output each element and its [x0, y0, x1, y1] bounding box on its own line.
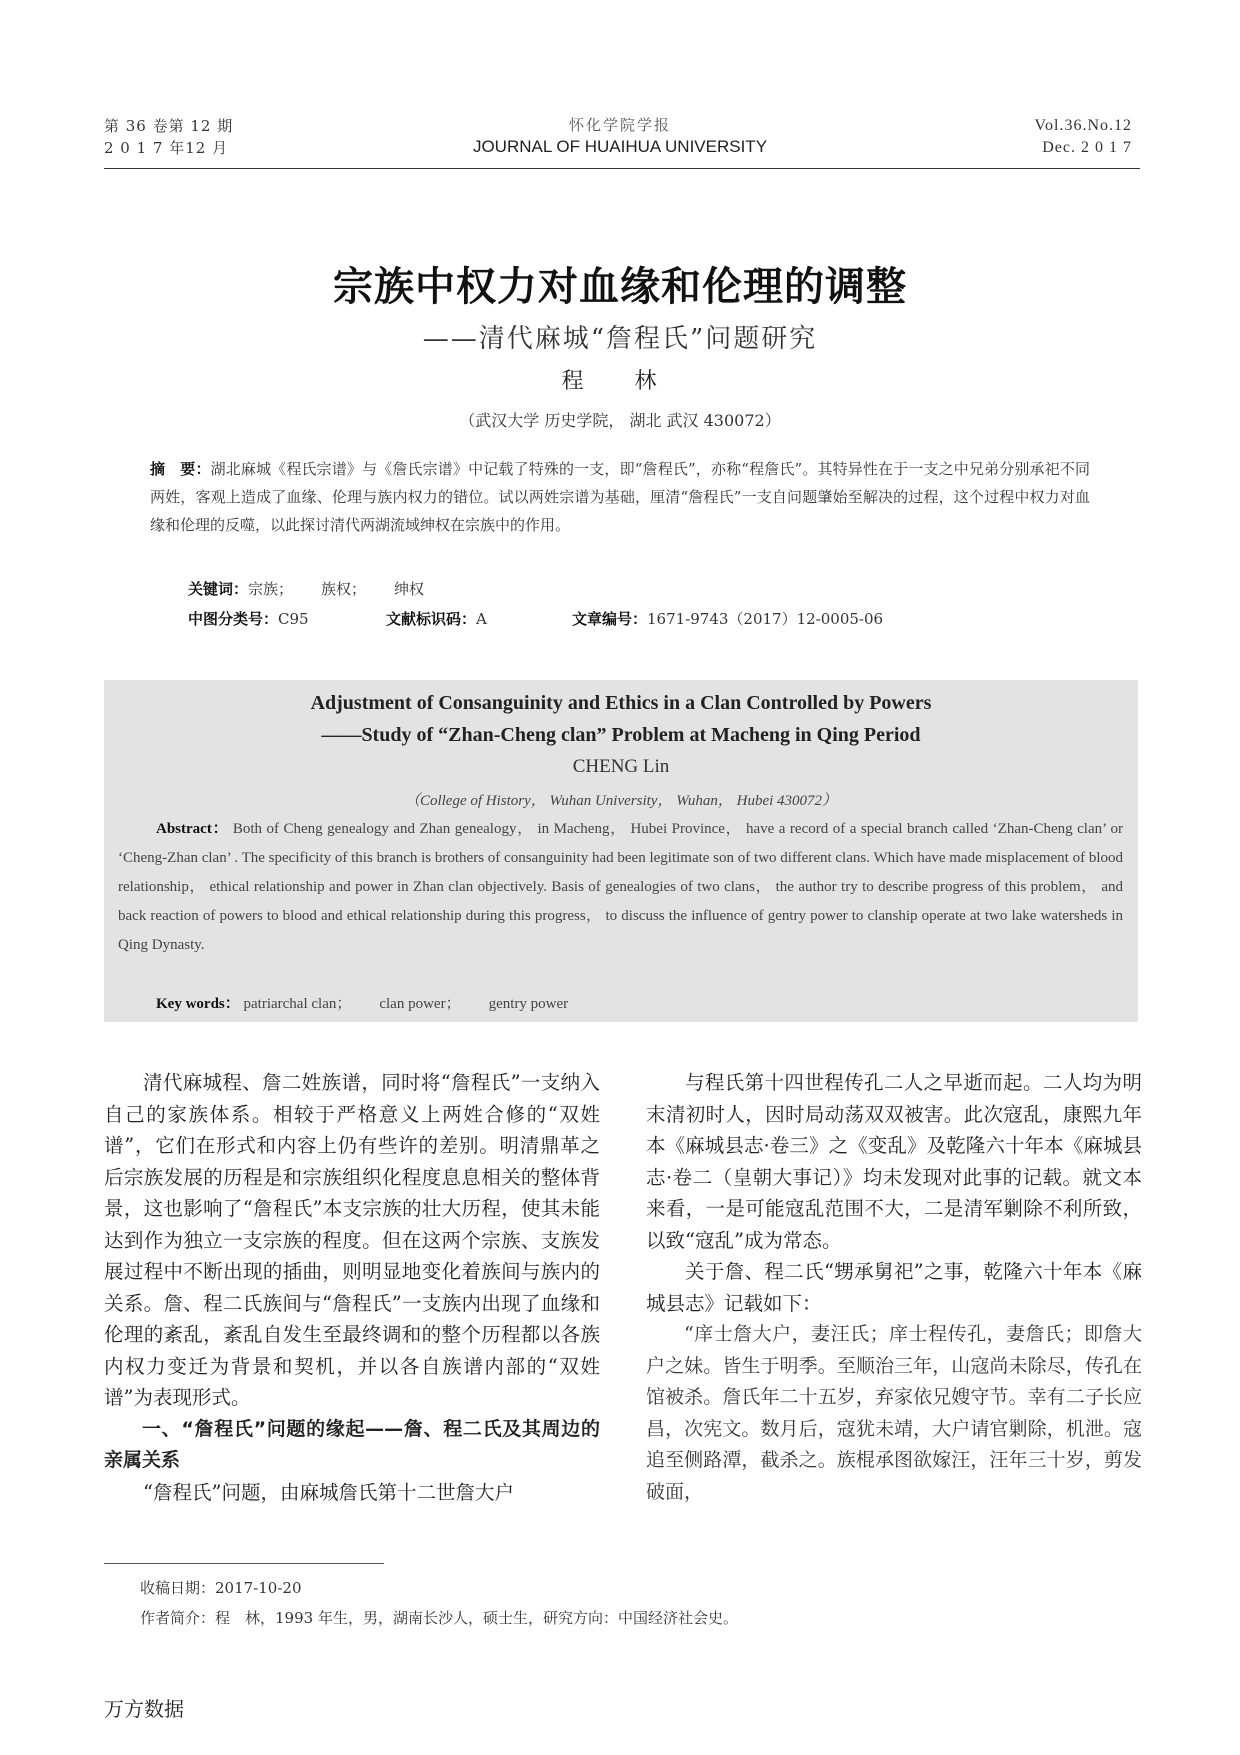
english-title: Adjustment of Consanguinity and Ethics in a Clan Controlled by Powers: [310, 692, 932, 714]
english-keywords-label: Key words：: [156, 996, 240, 1012]
body-paragraph: “詹程氏”问题，由麻城詹氏第十二世詹大户: [143, 1480, 514, 1504]
english-keyword-item: gentry power: [488, 996, 569, 1012]
english-subtitle: ——Study of “Zhan-Cheng clan” Problem at Macheng in Qing Period: [321, 724, 921, 746]
journal-name-cn: 怀化学院学报: [568, 116, 671, 134]
paper-author: 程 林: [561, 369, 679, 394]
keyword-item: 宗族；: [248, 580, 294, 598]
footnote-received-date: 收稿日期：2017-10-20: [140, 1579, 302, 1597]
english-keywords: [156, 992, 568, 1013]
english-abstract: [118, 815, 1123, 960]
clc-code: [188, 608, 386, 629]
volume-en-line: Vol.36.No.12: [1034, 117, 1132, 134]
paper-subtitle: ——清代麻城“詹程氏”问题研究: [422, 324, 818, 354]
doc-value: A: [476, 610, 487, 628]
keywords-cn-label: 关键词：: [188, 580, 249, 598]
footnote-rule: [104, 1563, 384, 1564]
author-affiliation: （武汉大学 历史学院， 湖北 武汉 430072）: [459, 411, 781, 430]
paper-title: 宗族中权力对血缘和伦理的调整: [333, 263, 907, 310]
keyword-item: 族权；: [321, 580, 367, 598]
english-keyword-item: clan power；: [379, 996, 461, 1012]
classification-row: [188, 608, 1088, 629]
body-column-left: [104, 1067, 600, 1508]
section-heading: 一、“詹程氏”问题的缘起——詹、程二氏及其周边的亲属关系: [104, 1417, 600, 1471]
body-paragraph: 清代麻城程、詹二姓族谱，同时将“詹程氏”一支纳入自己的家族体系。相较于严格意义上两姓合修的“双姓谱”，它们在形式和内容上仍有些许的差别。明清鼎革之后宗族发展的历程是和宗族组织化程度息息相关的整体背景，这也影响了“詹程氏”本支宗族的壮大历程，使其未能达到作为独立一支宗族的程度。但在这两个宗族、支族发展过程中不断出现的插曲，则明显地变化着族间与族内的关系。詹、程二氏族间与“詹程氏”一支族内出现了血缘和伦理的紊乱，紊乱自发生至最终调和的整个历程都以各族内权力变迁为背景和契机，并以各自族谱内部的“双姓谱”为表现形式。: [104, 1071, 600, 1409]
body-paragraph: 与程氏第十四世程传孔二人之早逝而起。二人均为明末清初时人，因时局动荡双双被害。此次寇乱，康熙九年本《麻城县志·卷三》之《变乱》及乾隆六十年本《麻城县志·卷二（皇朝大事记）》均未发现对此事的记载。就文本来看，一是可能寇乱范围不大，二是清军剿除不利所致，以致“寇乱”成为常态。: [646, 1071, 1142, 1252]
english-author: CHENG Lin: [572, 756, 670, 777]
body-paragraph: 关于詹、程二氏“甥承舅祀”之事，乾隆六十年本《麻城县志》记载如下：: [646, 1260, 1142, 1315]
journal-name-en: JOURNAL OF HUAIHUA UNIVERSITY: [472, 137, 768, 156]
volume-issue-line: 第 36 卷第 12 期: [104, 117, 234, 135]
footnote-author-bio: 作者简介：程 林，1993 年生，男，湖南长沙人，硕士生，研究方向：中国经济社会史。: [140, 1609, 738, 1627]
art-label: 文章编号：: [572, 610, 648, 628]
english-abstract-label: Abstract：: [156, 821, 229, 837]
block-quote: “庠士詹大户，妻汪氏；庠士程传孔，妻詹氏；即詹大户之妹。皆生于明季。至顺治三年，山寇尚未除尽，传孔在馆被杀。詹氏年二十五岁，弃家依兄嫂守节。幸有二子长应昌，次宪文。数月后，寇犹未靖，大户请官剿除，机泄。寇追至侧路潭，截杀之。族棍承图欲嫁汪，汪年三十岁，剪发破面，: [646, 1323, 1142, 1503]
doc-code: [386, 608, 572, 629]
doc-label: 文献标识码：: [386, 610, 477, 628]
english-abstract-text: Both of Cheng genealogy and Zhan genealogy， in Macheng， Hubei Province， have a record of a special branch called ‘Zhan-Cheng clan’ or ‘Cheng-Zhan clan’ . The specificity of this branch is brothers of consanguinity had been legitimate son of two different clans. Which have made misplacement of blood relationship， ethical relationship and power in Zhan clan objectively. Basis of genealogies of two clans， the author try to describe progress of this problem， and back reaction of powers to blood and ethical relationship during this progress， to discuss the influence of gentry power to clanship operate at two lake watersheds in Qing Dynasty.: [118, 821, 1124, 953]
english-keyword-item: patriarchal clan；: [243, 996, 352, 1012]
art-value: 1671-9743（2017）12-0005-06: [647, 610, 884, 628]
english-affiliation: （College of History， Wuhan University， Wuhan， Hubei 430072）: [404, 793, 838, 809]
abstract-cn-label: 摘 要：: [150, 460, 211, 478]
date-en-line: Dec. 2 0 1 7: [1042, 139, 1132, 156]
clc-value: C95: [278, 610, 309, 628]
database-watermark: 万方数据: [104, 1697, 184, 1721]
abstract-cn: [150, 455, 1090, 539]
keywords-cn: [188, 578, 424, 599]
header-rule: [104, 168, 1140, 169]
body-column-right: [646, 1067, 1142, 1508]
clc-label: 中图分类号：: [188, 610, 279, 628]
keyword-item: 绅权: [394, 580, 425, 598]
abstract-cn-text: 湖北麻城《程氏宗谱》与《詹氏宗谱》中记载了特殊的一支，即“詹程氏”，亦称“程詹氏”。其特异性在于一支之中兄弟分别承祀不同两姓，客观上造成了血缘、伦理与族内权力的错位。试以两姓宗谱为基础，厘清“詹程氏”一支自问题肇始至解决的过程，这个过程中权力对血缘和伦理的反噬，以此探讨清代两湖流域绅权在宗族中的作用。: [150, 460, 1090, 534]
article-number: [572, 608, 883, 629]
journal-volume-en: [1035, 115, 1133, 159]
issue-date-line: 2 0 1 7 年12 月: [104, 139, 229, 157]
